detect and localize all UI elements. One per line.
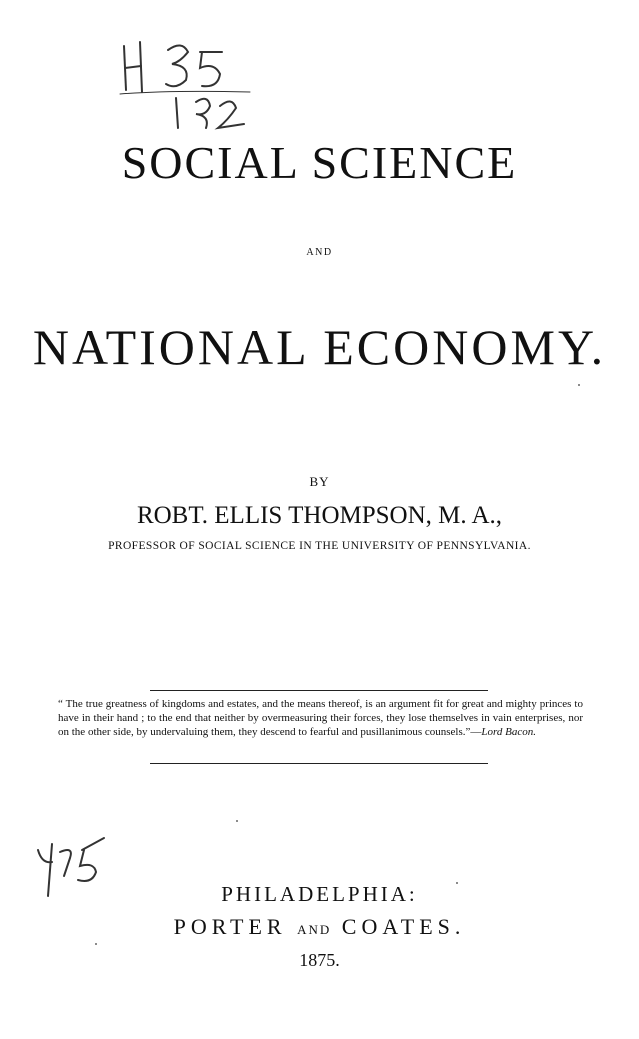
handwritten-shelfmark xyxy=(110,32,280,142)
paper-speck xyxy=(456,882,458,884)
epigraph-top-rule xyxy=(150,690,488,691)
title-line-2: NATIONAL ECONOMY. xyxy=(32,319,607,375)
by-label: BY xyxy=(309,474,330,489)
epigraph-text: “ The true greatness of kingdoms and estates, and the means thereof, is an argument fit for great and mighty princes to have in their hand ; to the end that neither by overmeasuring their forces, they lose themselves in vain enterprises, nor on the other side, by undervaluing them, they descend to fearful and pusillanimous counsels.”— xyxy=(58,698,583,738)
publisher-name-2: COATES. xyxy=(341,914,466,939)
imprint-publisher xyxy=(0,914,639,940)
epigraph-bottom-rule xyxy=(150,763,488,764)
title-conjunction: AND xyxy=(306,247,333,258)
paper-speck xyxy=(95,943,97,945)
imprint-city: PHILADELPHIA: xyxy=(221,882,418,906)
publisher-name-1: PORTER xyxy=(173,914,287,939)
publisher-and: AND xyxy=(297,922,332,937)
title-line-1: SOCIAL SCIENCE xyxy=(121,137,518,188)
paper-speck xyxy=(578,384,580,386)
imprint-year: 1875. xyxy=(299,950,340,970)
epigraph-attribution: Lord Bacon. xyxy=(481,726,536,738)
author-affiliation: PROFESSOR OF SOCIAL SCIENCE IN THE UNIVERSITY OF PENNSYLVANIA. xyxy=(108,540,531,552)
author-name: ROBT. ELLIS THOMPSON, M. A., xyxy=(136,502,503,529)
epigraph xyxy=(58,697,583,739)
paper-speck xyxy=(236,820,238,822)
